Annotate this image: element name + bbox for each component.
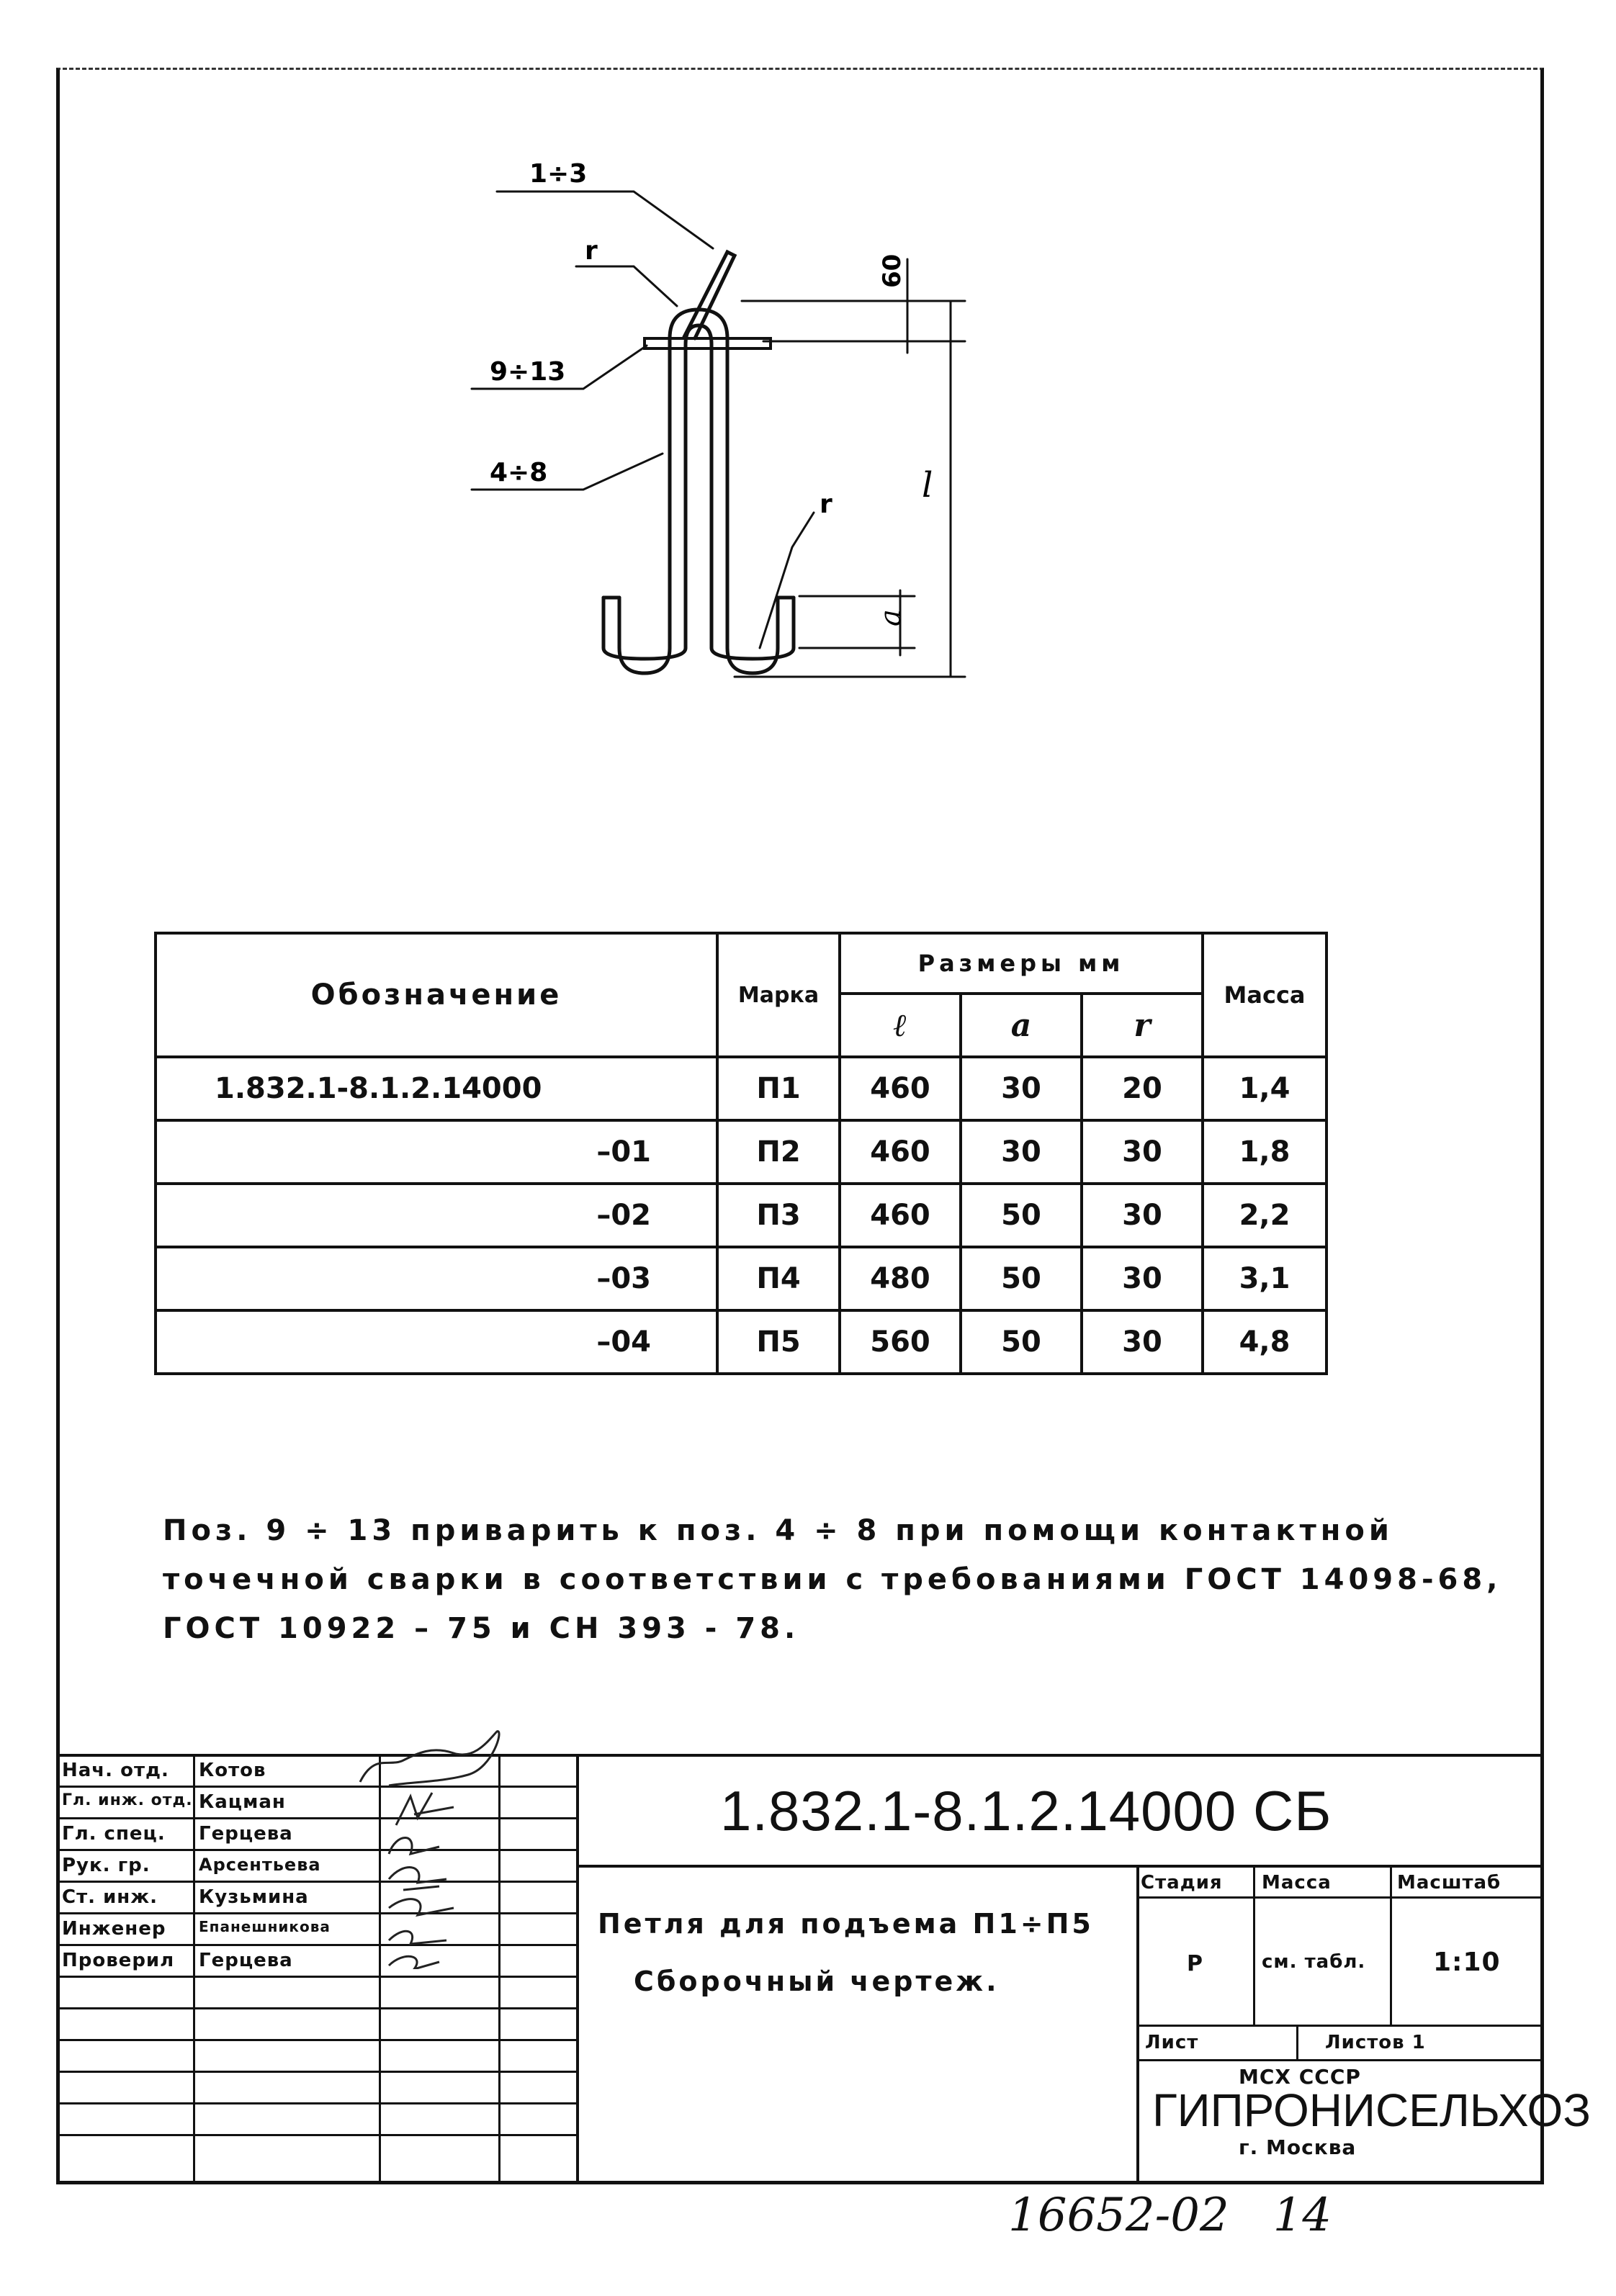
table-row [156, 1247, 1327, 1310]
document-code: 1.832.1-8.1.2.14000 СБ [720, 1779, 1332, 1842]
cell-a: 30 [961, 1057, 1082, 1120]
role-label: Гл. спец. [62, 1823, 166, 1845]
org-ministry: МСХ СССР [1239, 2065, 1361, 2089]
loop-inner-line [686, 325, 712, 648]
cell-l: 460 [840, 1120, 961, 1184]
cell-mark: П3 [717, 1184, 840, 1247]
callout-r-top: r [585, 236, 598, 266]
stage-label: Стадия [1141, 1872, 1223, 1894]
cell-r: 20 [1082, 1057, 1203, 1120]
cell-mark: П1 [717, 1057, 840, 1120]
role-name: Кацман [199, 1791, 286, 1813]
role-label: Рук. гр. [62, 1855, 151, 1876]
cell-mass: 2,2 [1203, 1184, 1327, 1247]
right-hook-outer [727, 598, 778, 673]
note-line-3: ГОСТ 10922 – 75 и СН 393 - 78. [163, 1612, 800, 1645]
role-name: Герцева [199, 1823, 293, 1845]
cell-r: 30 [1082, 1184, 1203, 1247]
cell-r: 30 [1082, 1247, 1203, 1310]
left-hook-outer [619, 598, 670, 673]
cell-l: 460 [840, 1184, 961, 1247]
cell-r: 30 [1082, 1120, 1203, 1184]
cell-a: 50 [961, 1310, 1082, 1374]
cell-mass: 4,8 [1203, 1310, 1327, 1374]
cell-mass: 1,8 [1203, 1120, 1327, 1184]
role-name: Епанешникова [199, 1918, 331, 1935]
cell-a: 50 [961, 1184, 1082, 1247]
signatures [346, 1724, 511, 1969]
table-row [156, 1057, 1327, 1120]
note-line-1: Поз. 9 ÷ 13 приварить к поз. 4 ÷ 8 при помощи контактной [163, 1514, 1393, 1547]
org-name: ГИПРОНИСЕЛЬХОЗ [1152, 2084, 1591, 2136]
header-dimensions: Размеры мм [840, 933, 1203, 994]
cell-l: 480 [840, 1247, 961, 1310]
header-designation: Обозначение [156, 933, 717, 1057]
header-l: ℓ [840, 994, 961, 1057]
header-mark: Марка [717, 933, 840, 1057]
mass-label: Масса [1262, 1872, 1332, 1894]
callout-1-3: 1÷3 [529, 159, 588, 189]
role-label: Нач. отд. [62, 1760, 169, 1781]
table-row [156, 1310, 1327, 1374]
cell-mark: П4 [717, 1247, 840, 1310]
role-name: Герцева [199, 1950, 293, 1971]
cell-l: 460 [840, 1057, 961, 1120]
note-line-2: точечной сварки в соответствии с требованиями ГОСТ 14098-68, [163, 1563, 1502, 1596]
cell-l: 560 [840, 1310, 961, 1374]
cell-designation: 1.832.1-8.1.2.14000 [156, 1057, 717, 1120]
cell-designation: –03 [156, 1247, 717, 1310]
cell-mark: П2 [717, 1120, 840, 1184]
role-name: Котов [199, 1760, 266, 1781]
cell-r: 30 [1082, 1310, 1203, 1374]
cell-a: 30 [961, 1120, 1082, 1184]
scale-label: Масштаб [1397, 1872, 1501, 1894]
plate [645, 338, 771, 348]
stage-value: Р [1187, 1951, 1203, 1976]
left-hook-inner [603, 598, 686, 659]
table-row [156, 1184, 1327, 1247]
role-name: Арсентьева [199, 1855, 321, 1875]
cell-designation: –04 [156, 1310, 717, 1374]
cell-mass: 1,4 [1203, 1057, 1327, 1120]
dim-length: l [922, 465, 933, 505]
header-mass: Масса [1203, 933, 1327, 1057]
dim-hook: a [874, 609, 907, 626]
right-hook-inner [712, 598, 794, 659]
document-title-line-2: Сборочный чертеж. [634, 1966, 1000, 1997]
scale-value: 1:10 [1433, 1948, 1501, 1977]
header-r: r [1082, 994, 1203, 1057]
role-label: Гл. инж. отд. [62, 1791, 193, 1809]
loop-outer-line [670, 310, 727, 648]
dim-top: 60 [878, 253, 907, 288]
document-title-line-1: Петля для подъема П1÷П5 [598, 1908, 1094, 1940]
callout-9-13: 9÷13 [490, 357, 566, 387]
cell-designation: –01 [156, 1120, 717, 1184]
role-name: Кузьмина [199, 1886, 309, 1908]
cell-mass: 3,1 [1203, 1247, 1327, 1310]
dimensions-table [154, 932, 1328, 1375]
org-city: г. Москва [1239, 2135, 1357, 2159]
cell-a: 50 [961, 1247, 1082, 1310]
mass-value: см. табл. [1262, 1951, 1366, 1973]
callout-r-bottom: r [820, 490, 832, 519]
archive-number: 16652-02 14 [1008, 2189, 1332, 2242]
role-label: Ст. инж. [62, 1886, 158, 1908]
role-label: Инженер [62, 1918, 166, 1940]
header-a: a [961, 994, 1082, 1057]
callout-4-8: 4÷8 [490, 458, 548, 487]
lifting-loop-drawing [0, 0, 1616, 792]
sheets-label: Листов 1 [1325, 2032, 1426, 2053]
sheet-label: Лист [1145, 2032, 1199, 2053]
table-row [156, 1120, 1327, 1184]
cell-mark: П5 [717, 1310, 840, 1374]
role-label: Проверил [62, 1950, 175, 1971]
cell-designation: –02 [156, 1184, 717, 1247]
